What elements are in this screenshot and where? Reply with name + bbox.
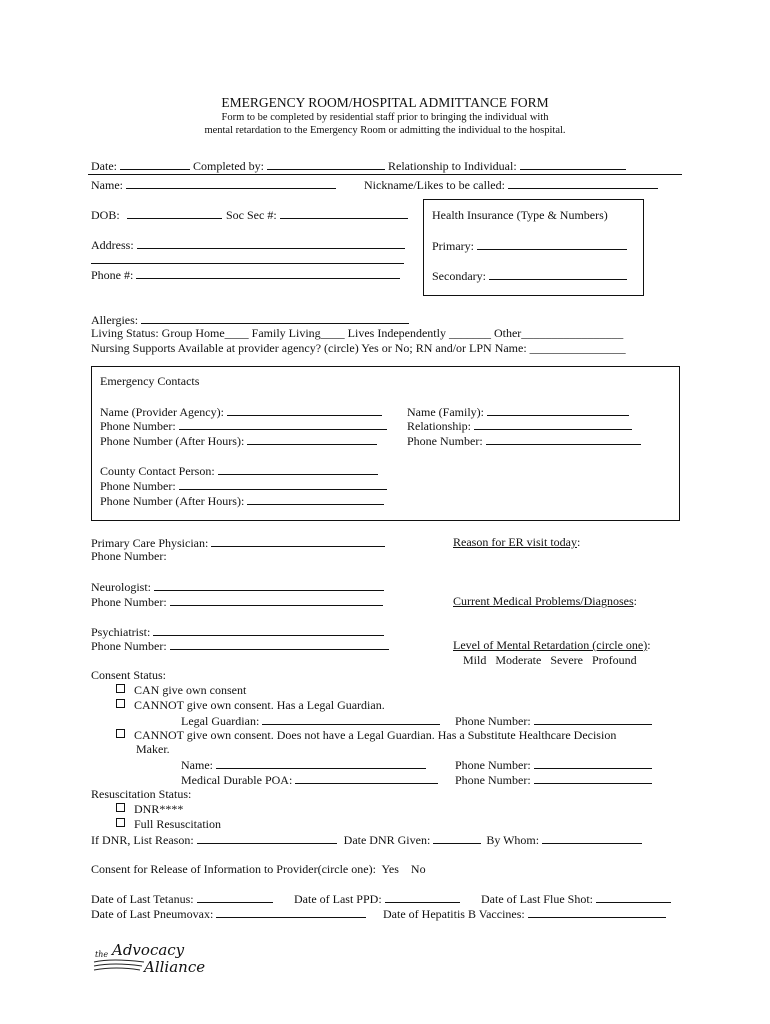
nickname-field[interactable] xyxy=(508,177,658,189)
allergies-field[interactable] xyxy=(141,312,409,324)
sdm-name-label: Name: xyxy=(181,758,213,772)
sdm-phone-row xyxy=(455,757,652,772)
emergency-contacts-title: Emergency Contacts xyxy=(100,374,200,388)
primary-field[interactable] xyxy=(477,238,627,250)
phone-field[interactable] xyxy=(136,267,400,279)
legal-guardian-row xyxy=(181,713,440,728)
pneumovax-row xyxy=(91,906,366,921)
dnr-reason-row xyxy=(91,832,642,847)
date-label: Date: xyxy=(91,159,117,173)
family-phone-label: Phone Number: xyxy=(407,434,483,448)
consent-option-2 xyxy=(116,698,385,712)
ppd-field[interactable] xyxy=(385,891,460,903)
hep-b-label: Date of Hepatitis B Vaccines: xyxy=(383,907,525,921)
ppd-row xyxy=(294,891,460,906)
primary-label: Primary: xyxy=(432,239,474,253)
name-label: Name: xyxy=(91,178,123,192)
checkbox-icon[interactable] xyxy=(116,699,125,708)
consent-title: Consent Status: xyxy=(91,668,167,682)
secondary-field[interactable] xyxy=(489,268,627,280)
family-phone-field[interactable] xyxy=(486,433,641,445)
family-relationship-field[interactable] xyxy=(474,418,632,430)
soc-sec-field[interactable] xyxy=(280,207,408,219)
problems-heading xyxy=(453,594,637,608)
lg-phone-field[interactable] xyxy=(534,713,652,725)
level-text: Level of Mental Retardation (circle one) xyxy=(453,638,648,652)
pcp-field[interactable] xyxy=(211,535,385,547)
dnr-reason-field[interactable] xyxy=(197,832,337,844)
provider-phone-row xyxy=(100,418,387,433)
psychiatrist-label: Psychiatrist: xyxy=(91,625,151,639)
living-status: Living Status: Group Home____ Family Living____ Lives Independently _______ Other_________________ xyxy=(91,326,624,340)
checkbox-icon[interactable] xyxy=(116,803,125,812)
reason-heading xyxy=(453,535,580,549)
resuscitation-title: Resuscitation Status: xyxy=(91,787,192,801)
full-resuscitation-label: Full Resuscitation xyxy=(134,817,221,831)
psychiatrist-field[interactable] xyxy=(153,624,384,636)
sdm-name-field[interactable] xyxy=(216,757,426,769)
legal-guardian-field[interactable] xyxy=(262,713,440,725)
county-phone-row xyxy=(100,478,387,493)
provider-phone-after-field[interactable] xyxy=(247,433,377,445)
neurologist-label: Neurologist: xyxy=(91,580,151,594)
flu-label: Date of Last Flue Shot: xyxy=(481,892,593,906)
pcp-phone-label: Phone Number: xyxy=(91,549,167,563)
advocacy-alliance-logo xyxy=(92,938,212,982)
psychiatrist-phone-row xyxy=(91,638,389,653)
county-phone-after-label: Phone Number (After Hours): xyxy=(100,494,245,508)
county-phone-after-row xyxy=(100,493,384,508)
health-insurance-title: Health Insurance (Type & Numbers) xyxy=(432,208,608,222)
county-contact-label: County Contact Person: xyxy=(100,464,215,478)
tetanus-row xyxy=(91,891,273,906)
by-whom-label: By Whom: xyxy=(486,833,540,847)
dnr-date-label: Date DNR Given: xyxy=(343,833,431,847)
level-heading xyxy=(453,638,651,652)
logo-alliance: Alliance xyxy=(144,958,206,976)
allergies-row xyxy=(91,312,409,327)
nickname-row xyxy=(364,177,658,192)
pcp-row xyxy=(91,535,385,550)
family-name-row xyxy=(407,404,629,419)
hep-b-field[interactable] xyxy=(528,906,666,918)
county-phone-field[interactable] xyxy=(179,478,387,490)
completed-by-label: Completed by: xyxy=(193,159,264,173)
date-field[interactable] xyxy=(120,158,190,170)
nursing-supports: Nursing Supports Available at provider agency? (circle) Yes or No; RN and/or LPN Name: ________________ xyxy=(91,341,626,355)
address-field[interactable] xyxy=(137,237,405,249)
logo-swoosh-icon xyxy=(92,956,152,976)
level-colon: : xyxy=(647,638,651,652)
poa-row xyxy=(181,772,438,787)
family-name-field[interactable] xyxy=(487,404,629,416)
address-row xyxy=(91,237,405,252)
secondary-label: Secondary: xyxy=(432,269,486,283)
consent-option-3-label: CANNOT give own consent. Does not have a Legal Guardian. Has a Substitute Healthcare Decision xyxy=(134,728,617,742)
relationship-label: Relationship to Individual: xyxy=(388,159,517,173)
neurologist-phone-label: Phone Number: xyxy=(91,595,167,609)
provider-phone-after-row xyxy=(100,433,377,448)
county-contact-row xyxy=(100,463,378,478)
sdm-phone-field[interactable] xyxy=(534,757,652,769)
address-label: Address: xyxy=(91,238,134,252)
neurologist-field[interactable] xyxy=(154,579,384,591)
ppd-label: Date of Last PPD: xyxy=(294,892,382,906)
form-subtitle-line2: mental retardation to the Emergency Room or admitting the individual to the hospital. xyxy=(204,125,566,136)
neurologist-phone-field[interactable] xyxy=(170,594,383,606)
reason-text: Reason for ER visit today xyxy=(453,535,577,549)
poa-phone-row xyxy=(455,772,652,787)
county-phone-label: Phone Number: xyxy=(100,479,176,493)
completed-by-field[interactable] xyxy=(267,158,385,170)
sdm-name-row xyxy=(181,757,426,772)
hep-b-row xyxy=(383,906,666,921)
level-options[interactable]: Mild Moderate Severe Profound xyxy=(463,653,637,667)
logo-the: the xyxy=(95,950,109,959)
secondary-row xyxy=(432,268,627,283)
dob-field[interactable] xyxy=(127,207,222,219)
sdm-phone-label: Phone Number: xyxy=(455,758,531,772)
phone-row xyxy=(91,267,400,282)
psychiatrist-row xyxy=(91,624,384,639)
neurologist-phone-row xyxy=(91,594,383,609)
date-row xyxy=(91,158,626,173)
address-line-2[interactable] xyxy=(91,263,404,264)
provider-name-row xyxy=(100,404,382,419)
release-consent[interactable]: Consent for Release of Information to Provider(circle one): Yes No xyxy=(91,862,426,876)
lg-phone-row xyxy=(455,713,652,728)
problems-text: Current Medical Problems/Diagnoses xyxy=(453,594,634,608)
relationship-field[interactable] xyxy=(520,158,626,170)
poa-label: Medical Durable POA: xyxy=(181,773,293,787)
flu-row xyxy=(481,891,671,906)
pneumovax-field[interactable] xyxy=(216,906,366,918)
dob-row xyxy=(91,207,222,222)
provider-name-label: Name (Provider Agency): xyxy=(100,405,224,419)
tetanus-field[interactable] xyxy=(197,891,273,903)
pneumovax-label: Date of Last Pneumovax: xyxy=(91,907,214,921)
family-relationship-row xyxy=(407,418,632,433)
name-field[interactable] xyxy=(126,177,336,189)
checkbox-icon[interactable] xyxy=(116,684,125,693)
provider-phone-field[interactable] xyxy=(179,418,387,430)
provider-phone-label: Phone Number: xyxy=(100,419,176,433)
soc-sec-row xyxy=(226,207,408,222)
dnr-date-field[interactable] xyxy=(433,832,481,844)
consent-option-3 xyxy=(116,728,616,742)
nickname-label: Nickname/Likes to be called: xyxy=(364,178,505,192)
name-row xyxy=(91,177,336,192)
tetanus-label: Date of Last Tetanus: xyxy=(91,892,194,906)
consent-option-3-cont: Maker. xyxy=(136,742,170,756)
legal-guardian-label: Legal Guardian: xyxy=(181,714,260,728)
flu-field[interactable] xyxy=(596,891,671,903)
family-relationship-label: Relationship: xyxy=(407,419,471,433)
county-phone-after-field[interactable] xyxy=(247,493,384,505)
dnr-label: DNR**** xyxy=(134,802,184,816)
full-resuscitation-option xyxy=(116,817,221,831)
logo-advocacy: Advocacy xyxy=(112,941,185,959)
dob-label: DOB: xyxy=(91,208,120,222)
psychiatrist-phone-label: Phone Number: xyxy=(91,639,167,653)
psychiatrist-phone-field[interactable] xyxy=(170,638,389,650)
checkbox-icon[interactable] xyxy=(116,729,125,738)
consent-option-1 xyxy=(116,683,246,697)
neurologist-row xyxy=(91,579,384,594)
family-phone-row xyxy=(407,433,641,448)
provider-name-field[interactable] xyxy=(227,404,382,416)
family-name-label: Name (Family): xyxy=(407,405,484,419)
form-title: EMERGENCY ROOM/HOSPITAL ADMITTANCE FORM xyxy=(221,95,549,110)
dnr-option xyxy=(116,802,183,816)
pcp-phone-row xyxy=(91,549,167,563)
consent-option-2-label: CANNOT give own consent. Has a Legal Guardian. xyxy=(134,698,385,712)
form-subtitle-line1: Form to be completed by residential staff prior to bringing the individual with xyxy=(221,112,549,123)
primary-row xyxy=(432,238,627,253)
pcp-label: Primary Care Physician: xyxy=(91,536,209,550)
county-contact-field[interactable] xyxy=(218,463,378,475)
dnr-reason-label: If DNR, List Reason: xyxy=(91,833,194,847)
checkbox-icon[interactable] xyxy=(116,818,125,827)
problems-colon: : xyxy=(633,594,637,608)
soc-sec-label: Soc Sec #: xyxy=(226,208,277,222)
provider-phone-after-label: Phone Number (After Hours): xyxy=(100,434,245,448)
phone-label: Phone #: xyxy=(91,268,134,282)
reason-colon: : xyxy=(576,535,581,549)
consent-option-1-label: CAN give own consent xyxy=(134,683,247,697)
poa-phone-field[interactable] xyxy=(534,772,652,784)
header-divider xyxy=(88,174,682,175)
poa-field[interactable] xyxy=(295,772,438,784)
poa-phone-label: Phone Number: xyxy=(455,773,531,787)
allergies-label: Allergies: xyxy=(91,313,139,327)
by-whom-field[interactable] xyxy=(542,832,642,844)
lg-phone-label: Phone Number: xyxy=(455,714,531,728)
